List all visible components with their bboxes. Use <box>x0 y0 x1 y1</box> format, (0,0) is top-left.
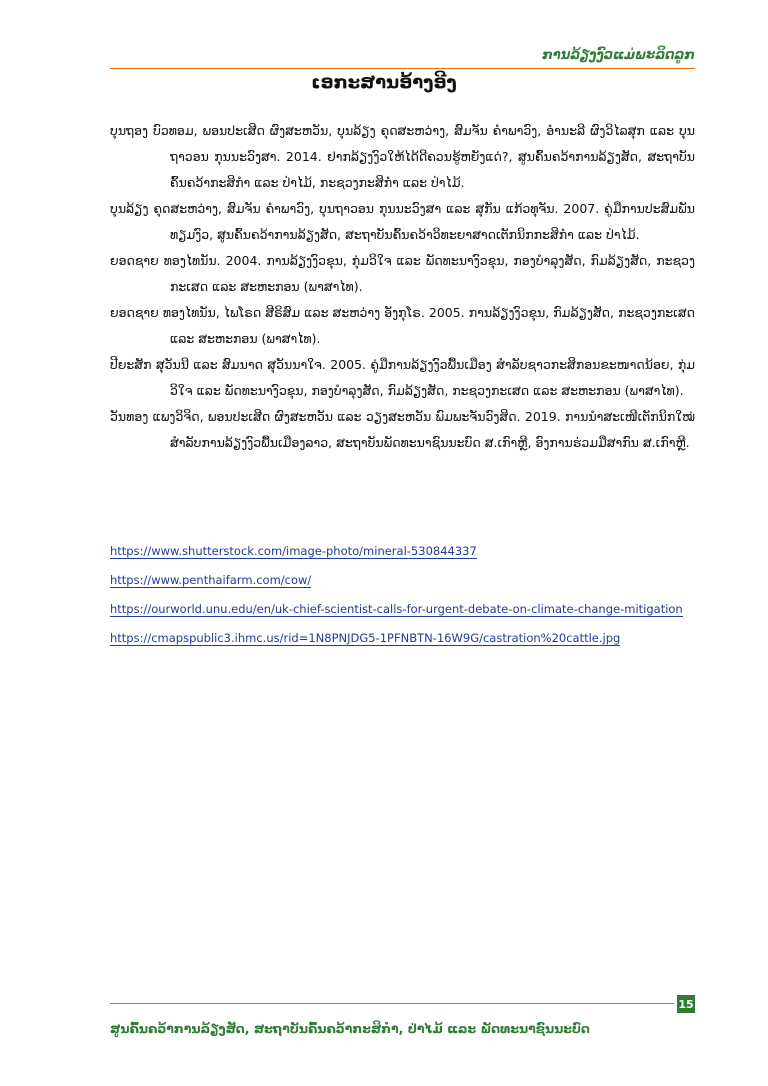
web-reference-item <box>110 540 683 569</box>
web-reference-item <box>110 598 683 627</box>
web-reference-item <box>110 569 683 598</box>
footer-organization-text: ສູນຄົ້ນຄວ້າການລ້ຽງສັດ, ສະຖາບັນຄົ້ນຄວ້າກະສິກໍາ, ປ່າໄມ້ ແລະ ພັດທະນາຊົນນະບົດ <box>110 1021 590 1036</box>
header-divider <box>110 68 695 69</box>
reference-item: ບຸນຖອງ ບົວທອມ, ພອນປະເສີດ ຜົງສະຫວັນ, ບຸນລ້ຽງ ຄຸດສະຫວ່າງ, ສົມຈັນ ຄໍາພາວົງ, ອໍານະລີ ຜົງວິໄລສຸກ ແລະ ບຸນຖາວອນ ກຸນນະວົງສາ. 2014. ຢາກລ້ຽງງົວໃຫ້ໄດ້ດີຄວນຮູ້ຫຍັງແດ່?, ສູນຄົ້ນຄວ້າການລ້ຽງສັດ, ສະຖາບັນຄົ້ນຄວ້າກະສິກໍາ ແລະ ປ່າໄມ້, ກະຊວງກະສິກໍາ ແລະ ປ່າໄມ້. <box>110 123 695 190</box>
reference-item: ບຸນລ້ຽງ ຄຸດສະຫວ່າງ, ສົມຈັນ ຄໍາພາວົງ, ບຸນຖາວອນ ກຸນນະວົງສາ ແລະ ສຸກັນ ແກ້ວທຸຈັນ. 2007. ຄູ່ມືການປະສົມພັນທຽມງົວ, ສູນຄົ້ນຄວ້າການລ້ຽງສັດ, ສະຖາບັນຄົ້ນຄວ້າວິທະຍາສາດເຕັກນິກກະສິກໍາ ແລະ ປ່າໄມ້. <box>110 201 695 242</box>
web-reference-list <box>110 540 683 656</box>
reference-item: ວັນທອງ ແພງວິຈິດ, ພອນປະເສີດ ຜົງສະຫວັນ ແລະ ວຽງສະຫວັນ ພົມພະຈັນວົງສິດ. 2019. ການນໍາສະເໜີເຕັກນິກໃໝ່ສໍາລັບການລ້ຽງງົວພື້ນເມືອງລາວ, ສະຖາບັນພັດທະນາຊົນນະບົດ ສ.ເກົາຫຼີ, ອົງການຮ່ວມມືສາກົນ ສ.ເກົາຫຼີ. <box>110 409 695 450</box>
page-number-badge: 15 <box>677 995 695 1013</box>
reference-item: ຍອດຊາຍ ທອງໄທນັນ, ໄພໂຣດ ສີຣິສົມ ແລະ ສະຫວ່າງ ອັງກຸໂຣ. 2005. ການລ້ຽງງົວຂຸນ, ກົມລ້ຽງສັດ, ກະຊວງກະເສດ ແລະ ສະຫະກອນ (ພາສາໄທ). <box>110 305 695 346</box>
reference-list <box>110 118 695 456</box>
reference-item: ປີຍະສັກ ສຸວັນນີ ແລະ ສົມນາດ ສຸວັນນາໃຈ. 2005. ຄູ່ມືການລ້ຽງງົວພື້ນເມືອງ ສໍາລັບຊາວກະສິກອນຂະໜາດນ້ອຍ, ກຸ່ມວິໃຈ ແລະ ພັດທະນາງົວຂຸນ, ກອງບໍາລຸງສັດ, ກົມລ້ຽງສັດ, ກະຊວງກະເສດ ແລະ ສະຫະກອນ (ພາສາໄທ). <box>110 357 695 398</box>
page-title: ເອກະສານອ້າງອີງ <box>311 72 457 93</box>
reference-link[interactable]: https://ourworld.unu.edu/en/uk-chief-scientist-calls-for-urgent-debate-on-climate-change-mitigation <box>110 602 683 616</box>
reference-link[interactable]: https://www.shutterstock.com/image-photo/mineral-530844337 <box>110 544 477 558</box>
running-header-title: ການລ້ຽງງົວແມ່ພະລິດລູກ <box>542 48 695 63</box>
reference-link[interactable]: https://www.penthaifarm.com/cow/ <box>110 573 312 587</box>
footer-divider <box>110 1003 674 1004</box>
reference-item: ຍອດຊາຍ ທອງໄທນັນ. 2004. ການລ້ຽງງົວຂຸນ, ກຸ່ມວິໃຈ ແລະ ພັດທະນາງົວຂຸນ, ກອງບໍາລຸງສັດ, ກົມລ້ຽງສັດ, ກະຊວງກະເສດ ແລະ ສະຫະກອນ (ພາສາໄທ). <box>110 253 695 294</box>
reference-link[interactable]: https://cmapspublic3.ihmc.us/rid=1N8PNJDG5-1PFNBTN-16W9G/castration%20cattle.jpg <box>110 631 621 645</box>
web-reference-item <box>110 627 683 656</box>
